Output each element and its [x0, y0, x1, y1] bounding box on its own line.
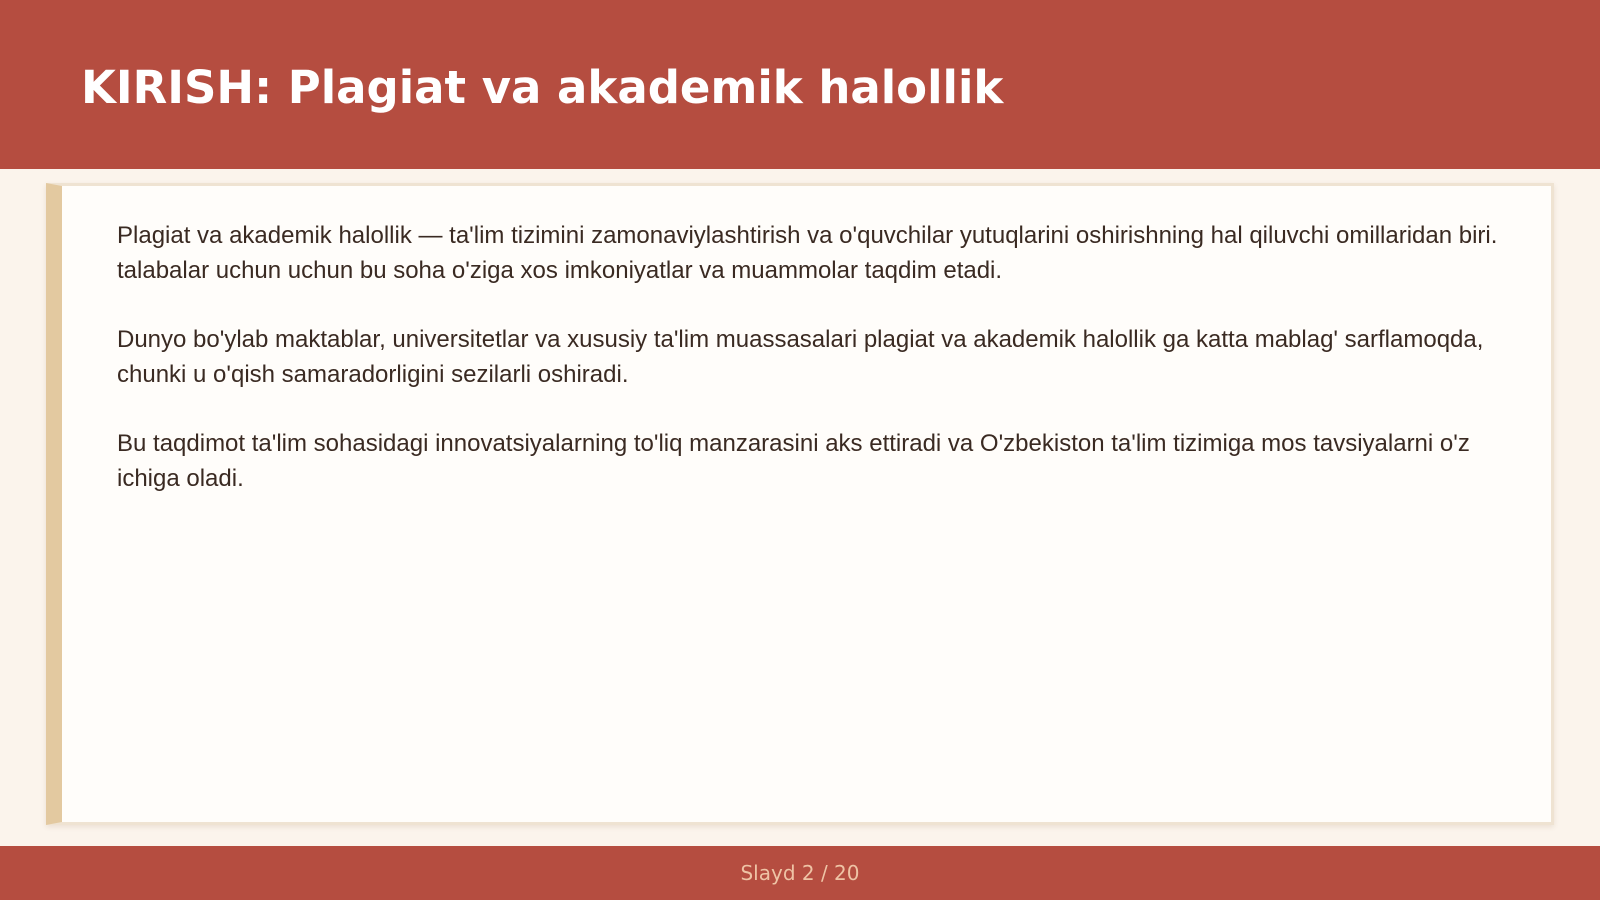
paragraph-overview: Bu taqdimot ta'lim sohasidagi innovatsiyalarning to'liq manzarasini aks ettiradi va O'zbekiston ta'lim tizimiga mos tavsiyalarni o'z ichiga oladi. — [117, 430, 1470, 492]
slide-header — [0, 0, 1600, 169]
slide-footer — [0, 846, 1600, 900]
slide-title: KIRISH: Plagiat va akademik halollik — [81, 61, 1004, 114]
paragraph-investment: Dunyo bo'ylab maktablar, universitetlar va xususiy ta'lim muassasalari plagiat va akademik halollik ga katta mablag' sarflamoqda, chunki u o'qish samaradorligini sezilarli oshiradi. — [117, 326, 1484, 388]
paragraph-intro: Plagiat va akademik halollik — ta'lim tizimini zamonaviylashtirish va o'quvchilar yutuqlarini oshirishning hal qiluvchi omillaridan biri. talabalar uchun uchun bu soha o'ziga xos imkoniyatlar va muammolar taqdim etadi. — [117, 222, 1498, 284]
slide-number: Slayd 2 / 20 — [740, 861, 860, 885]
content-card — [46, 183, 1554, 825]
